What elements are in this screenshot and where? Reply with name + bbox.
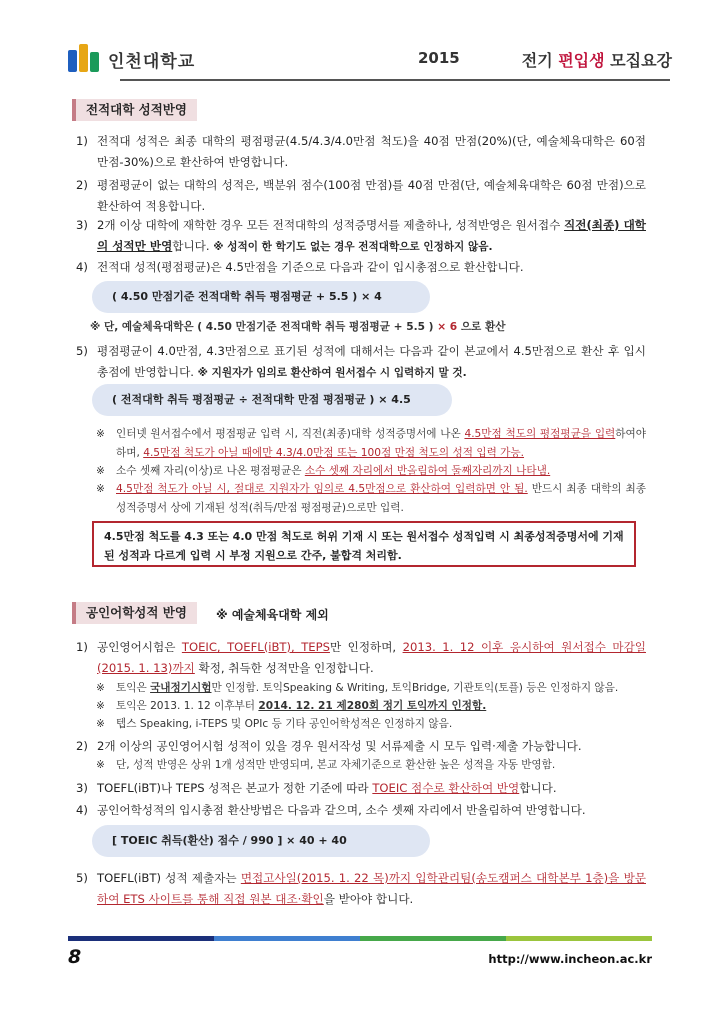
section-title-transfer-grades: 전적대학 성적반영: [72, 99, 197, 121]
list-item: 1) 전적대 성적은 최종 대학의 평점평균(4.5/4.3/4.0만점 척도)을 40점 만점(20%)(단, 예술체육대학은 60점 만점-30%)으로 환산하여 반영합니다.: [76, 134, 646, 169]
formula-box: [ TOEIC 취득(환산) 점수 / 990 ] × 40 + 40: [92, 825, 430, 857]
note-item: ※ 소수 셋째 자리(이상)로 나온 평점평균은 소수 셋째 자리에서 반올림하여 둘째자리까지 나타냄.: [96, 465, 551, 477]
footer-url-link[interactable]: http://www.incheon.ac.kr: [488, 952, 652, 966]
formula-box: ( 4.50 만점기준 전적대학 취득 평점평균 + 5.5 ) × 4: [92, 281, 430, 313]
list-item: 3) 2개 이상 대학에 재학한 경우 모든 전적대학의 성적증명서를 제출하나, 성적반영은 원서접수 직전(최종) 대학의 성적만 반영합니다. ※ 성적이 한 학기도 없는 경우 전적대학으로 인정하지 않음.: [76, 218, 646, 253]
note-item: ※ 단, 성적 반영은 상위 1개 성적만 반영되며, 본교 자체기준으로 환산한 높은 성적을 자동 반영함.: [96, 759, 556, 771]
formula-box: ( 전적대학 취득 평점평균 ÷ 전적대학 만점 평점평균 ) × 4.5: [92, 384, 452, 416]
page-number: 8: [68, 946, 82, 968]
header-divider: [120, 79, 670, 81]
note-item: ※ 토익은 국내정기시험만 인정함. 토익Speaking & Writing, 토익Bridge, 기관토익(토플) 등은 인정하지 않음.: [96, 682, 619, 694]
list-item: 1) 공인영어시험은 TOEIC, TOEFL(iBT), TEPS만 인정하며, 2013. 1. 12 이후 응시하여 원서접수 마감일(2015. 1. 13)까지 확정, 취득한 성적만을 인정합니다.: [76, 640, 646, 675]
page-header: [60, 38, 670, 80]
section-title-language-scores: 공인어학성적 반영: [72, 602, 197, 624]
warning-box: 4.5만점 척도를 4.3 또는 4.0 만점 척도로 허위 기재 시 또는 원서접수 성적입력 시 최종성적증명서에 기재된 성적과 다르게 입력 시 부정 지원으로 간주, 불합격 처리함.: [92, 521, 636, 567]
logo-text: 인천대학교: [108, 52, 196, 72]
header-title: 전기 편입생 모집요강: [521, 51, 672, 70]
list-item: 2) 평점평균이 없는 대학의 성적은, 백분위 점수(100점 만점)를 40점 만점(단, 예술체육대학은 60점 만점)으로 환산하여 적용합니다.: [76, 178, 646, 213]
note-item: ※ 4.5만점 척도가 아닐 시, 절대로 지원자가 임의로 4.5만점으로 환산하여 입력하면 안 됨. 반드시 최종 대학의 최종성적증명서 상에 기재된 성적(취득/만점 평점평균)으로만 입력.: [96, 483, 646, 514]
list-item: 3) TOEFL(iBT)나 TEPS 성적은 본교가 정한 기준에 따라 TOEIC 점수로 환산하여 반영합니다.: [76, 781, 557, 795]
note-art-college: ※ 단, 예술체육대학은 ( 4.50 만점기준 전적대학 취득 평점평균 + 5.5 ) × 6 으로 환산: [90, 321, 506, 333]
list-item: 5) TOEFL(iBT) 성적 제출자는 면접고사일(2015. 1. 22 목)까지 입학관리팀(송도캠퍼스 대학본부 1층)을 방문하여 ETS 사이트를 통해 직접 원본 대조·확인을 받아야 합니다.: [76, 871, 646, 906]
header-year: 2015: [418, 49, 460, 67]
note-item: ※ 인터넷 원서접수에서 평점평균 입력 시, 직전(최종)대학 성적증명서에 나온 4.5만점 척도의 평점평균을 입력하여야 하며, 4.5만점 척도가 아닐 때에만 4.3/4.0만점 또는 100점 만점 척도의 성적 입력 가능.: [96, 428, 646, 459]
footer-color-bar: [68, 936, 652, 941]
list-item: 2) 2개 이상의 공인영어시험 성적이 있을 경우 원서작성 및 서류제출 시 모두 입력·제출 가능합니다.: [76, 739, 582, 753]
list-item: 4) 공인어학성적의 입시총점 환산방법은 다음과 같으며, 소수 셋째 자리에서 반올림하여 반영합니다.: [76, 803, 586, 817]
list-item: 5) 평점평균이 4.0만점, 4.3만점으로 표기된 성적에 대해서는 다음과 같이 본교에서 4.5만점으로 환산 후 입시총점에 반영합니다. ※ 지원자가 임의로 환산하여 원서접수 시 입력하지 말 것.: [76, 344, 646, 379]
note-item: ※ 텝스 Speaking, i-TEPS 및 OPIc 등 기타 공인어학성적은 인정하지 않음.: [96, 718, 453, 730]
list-item: 4) 전적대 성적(평점평균)은 4.5만점을 기준으로 다음과 같이 입시총점으로 환산합니다.: [76, 260, 524, 274]
section-note: ※ 예술체육대학 제외: [216, 608, 329, 622]
note-item: ※ 토익은 2013. 1. 12 이후부터 2014. 12. 21 제280회 정기 토익까지 인정함.: [96, 700, 487, 712]
university-logo-icon: [68, 42, 102, 76]
